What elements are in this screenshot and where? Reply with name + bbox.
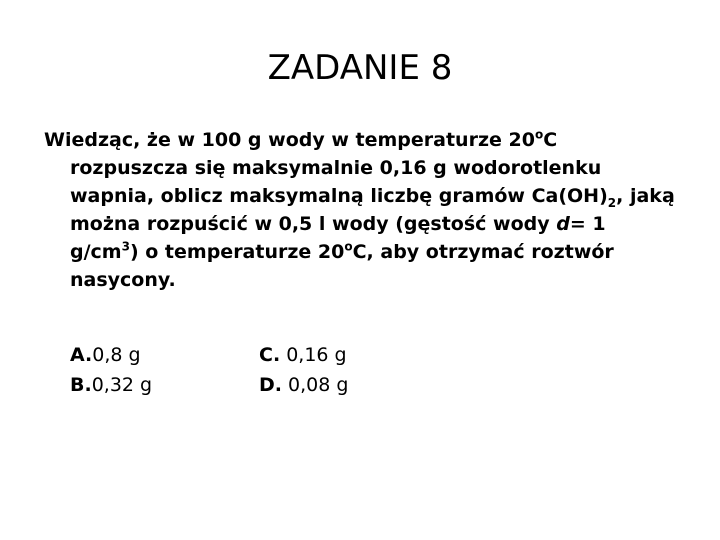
question-text-segment: rozpuszcza się maksymalnie 0,16 g wodorotlenku	[70, 157, 602, 179]
question-text-segment: ) o temperaturze 20	[129, 241, 345, 263]
answer-value: 0,16 g	[280, 344, 347, 366]
answers-right-column	[259, 340, 348, 400]
answer-c	[259, 340, 348, 370]
degree-superscript: o	[534, 127, 544, 142]
question-line-5	[44, 238, 694, 266]
question-text-segment: można rozpuścić w 0,5 l wody (gęstość wody	[70, 213, 557, 235]
answers-left-column	[70, 340, 152, 400]
answer-a	[70, 340, 152, 370]
question-text	[44, 126, 694, 294]
question-text-segment: nasycony.	[70, 269, 176, 291]
question-text-segment: C, aby otrzymać roztwór	[352, 241, 614, 263]
question-line-6	[44, 266, 694, 294]
question-text-segment: wapnia, oblicz maksymalną liczbę gramów Ca(OH)	[70, 185, 608, 207]
answer-value: 0,08 g	[282, 374, 349, 396]
unit-superscript: 3	[121, 239, 130, 254]
answer-b	[70, 370, 152, 400]
question-text-segment: g/cm	[70, 241, 122, 263]
answer-value: 0,32 g	[91, 374, 153, 396]
slide-title: ZADANIE 8	[267, 48, 453, 88]
question-text-segment: Wiedząc, że w 100 g wody w temperaturze 20	[44, 129, 535, 151]
answer-d	[259, 370, 348, 400]
formula-subscript: 2	[607, 195, 617, 210]
question-text-segment: C	[543, 129, 558, 151]
answer-letter: A.	[70, 344, 93, 366]
answer-letter: D.	[259, 374, 282, 396]
question-line-1	[44, 126, 694, 154]
degree-superscript: o	[344, 239, 353, 254]
answer-letter: B.	[70, 374, 92, 396]
density-symbol: d	[556, 213, 570, 235]
question-text-segment: = 1	[569, 213, 606, 235]
question-line-3	[44, 182, 694, 210]
question-text-segment: , jaką	[616, 185, 675, 207]
answer-letter: C.	[259, 344, 281, 366]
answer-value: 0,8 g	[92, 344, 141, 366]
question-line-4	[44, 210, 694, 238]
question-line-2	[44, 154, 694, 182]
